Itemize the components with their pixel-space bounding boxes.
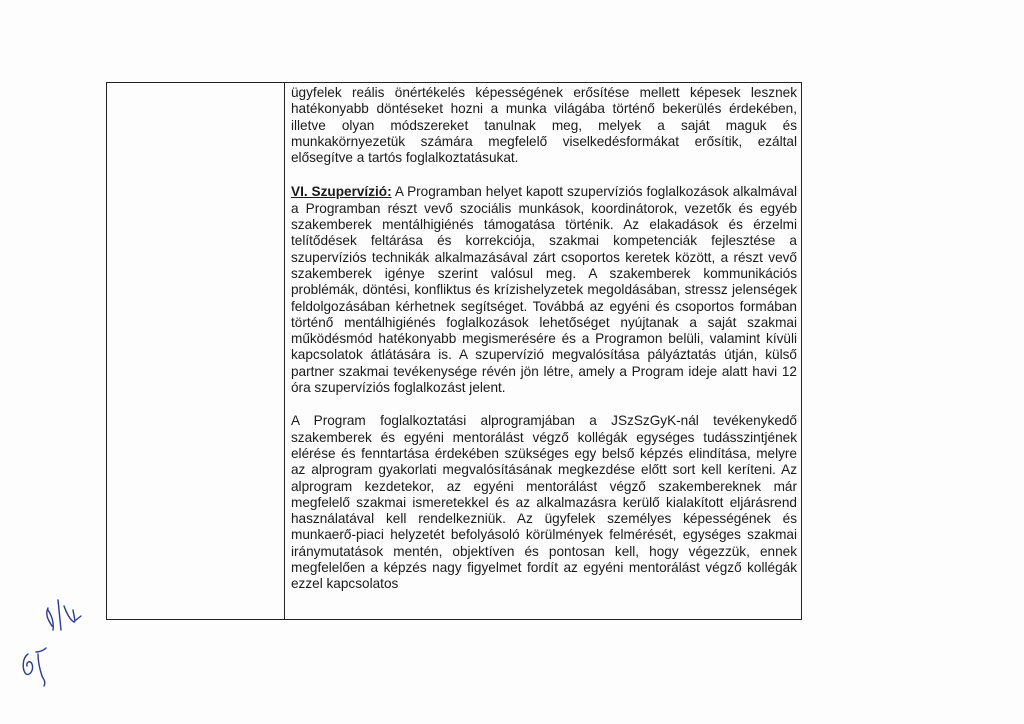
paragraph-3: A Program foglalkoztatási alprogramjában a JSzSzGyK-nál tevékenykedő szakemberek és egyéni mentorálást végző kollégák egységes tudásszintjének elérése és fenntartása érdekében szükséges egy belső képzés elindítása, melyre az alprogram gyakorlati megvalósításának megkezdése előtt sort kell keríteni. Az alprogram kezdetekor, az egyéni mentorálást végző szakembereknek már megfelelő szakmai ismeretekkel és az alkalmazásra kerülő kialakított eljárásrend használatával kell rendelkezniük. Az ügyfelek személyes képességének és munkaerő-piaci helyzetét befolyásoló körülmények felmérését, egységes szakmai iránymutatások mentén, objektíven és pontosan kell, hogy végezzük, ennek megfelelően a képzés nagy figyelmet fordít az egyéni mentorálást végző kollégák ezzel kapcsolatos [291, 413, 797, 592]
paragraph-1: ügyfelek reális önértékelés képességének erősítése mellett képesek lesznek hatékonyabb döntéseket hozni a munka világába történő bekerülés érdekében, illetve olyan módszereket tanulnak meg, melyek a saját maguk és munkakörnyezetük számára megfelelő viselkedésformákat erősítik, ezáltal elősegítve a tartós foglalkoztatásukat. [291, 85, 797, 166]
empty-left-cell [107, 83, 285, 619]
paragraph-2 [291, 184, 797, 396]
paragraph-2-body: A Programban helyet kapott szupervíziós foglalkozások alkalmával a Programban részt vevő szociális munkások, koordinátorok, vezetők és egyéb szakemberek mentálhigiénés támogatása történik. Az elakadások és érzelmi telítődések feltárása és korrekciója, szakmai kompetenciák fejlesztése a szupervíziós technikák alkalmazásával zárt csoportos keretek között, a részt vevő szakemberek igénye szerint valósul meg. A szakemberek kommunikációs problémák, döntési, konfliktus és krízishelyzetek megoldásában, stressz jelenségek feldolgozásában kérhetnek segítséget. Továbbá az egyéni és csoportos formában történő mentálhigiénés foglalkozások lehetőséget nyújtanak a saját szakmai működésmód hatékonyabb megismerésére és a Programon belüli, valamint kívüli kapcsolatok átlátására is. A szupervízió megvalósítása pályáztatás útján, külső partner szakmai tevékenysége révén jön létre, amely a Program ideje alatt havi 12 óra szupervíziós foglalkozást jelent. [291, 184, 797, 396]
section-heading: VI. Szupervízió: [291, 184, 392, 200]
content-table [106, 82, 802, 620]
handwritten-initials [18, 590, 108, 700]
text-cell [291, 85, 797, 593]
